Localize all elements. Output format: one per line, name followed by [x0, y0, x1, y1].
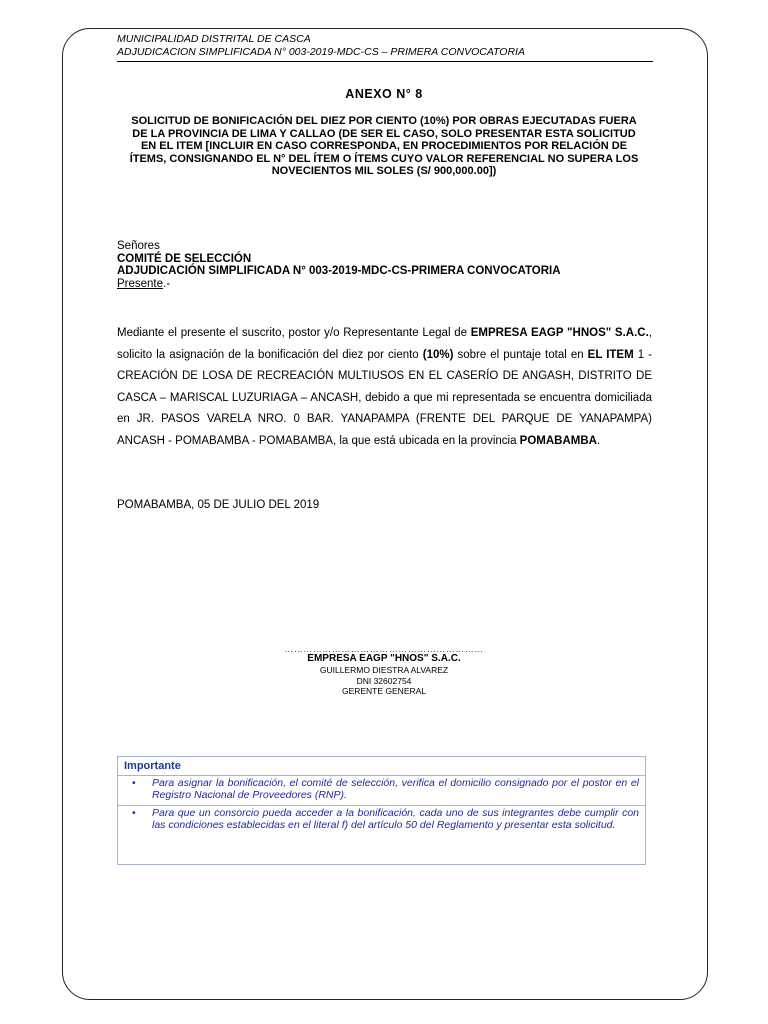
body-percent: (10%): [422, 348, 454, 361]
important-item-text: Para que un consorcio pueda acceder a la bonificación, cada uno de sus integrantes debe cumplir con las condiciones establecidas en el literal f) del artículo 50 del Reglamento y presentar esta solicitud.: [152, 807, 639, 831]
signature-name: GUILLERMO DIESTRA ALVAREZ: [319, 665, 449, 675]
body-company: EMPRESA EAGP "HNOS" S.A.C.: [470, 327, 649, 339]
present-word: Presente: [117, 277, 164, 290]
body-part-5: .: [596, 434, 601, 447]
present-suffix: .-: [163, 277, 171, 290]
addressee-block: [117, 240, 657, 290]
important-title: Importante: [118, 757, 645, 776]
signature-block: [0, 645, 768, 697]
signature-company: EMPRESA EAGP "HNOS" S.A.C.: [307, 653, 461, 664]
body-part-2: , solicito la asignación de la bonificación del diez por ciento: [117, 327, 652, 361]
body-part-3: sobre el puntaje total en: [453, 348, 588, 361]
body-item: EL ITEM: [587, 348, 634, 361]
bullet-icon: •: [132, 807, 136, 819]
important-list: [118, 776, 645, 835]
important-item: [118, 806, 645, 835]
bullet-icon: •: [132, 777, 136, 789]
present-line: [117, 278, 657, 291]
signature-line: ………………………………………………………: [284, 644, 484, 654]
request-paragraph: [117, 323, 652, 452]
document-header: [117, 33, 653, 62]
body-part-4: 1 - CREACIÓN DE LOSA DE RECREACIÓN MULTIUSOS EN EL CASERÍO DE ANGASH, DISTRITO DE CASCA – MARISCAL LUZURIAGA – ANCASH, debido a que mi representada se encuentra domiciliada en JR. PASOS VARELA NRO. 0 BAR. YANAPAMPA (FRENTE DEL PARQUE DE YANAPAMPA) ANCASH - POMABAMBA - POMABAMBA, la que está ubicada en la provincia: [117, 348, 652, 447]
greeting: Señores: [117, 240, 160, 252]
important-box: [117, 756, 646, 865]
signature-role: GERENTE GENERAL: [341, 686, 427, 696]
procedure-name: ADJUDICACIÓN SIMPLIFICADA N° 003-2019-MDC-CS-PRIMERA CONVOCATORIA: [117, 265, 561, 277]
important-item-text: Para asignar la bonificación, el comité de selección, verifica el domicilio consignado por el postor en el Registro Nacional de Proveedores (RNP).: [152, 777, 639, 801]
committee-name: COMITÉ DE SELECCIÓN: [117, 252, 252, 265]
body-part-1: Mediante el presente el suscrito, postor y/o Representante Legal de: [117, 327, 471, 339]
important-item: [118, 776, 645, 806]
annex-subtitle: SOLICITUD DE BONIFICACIÓN DEL DIEZ POR CIENTO (10%) POR OBRAS EJECUTADAS FUERA DE LA PROVINCIA DE LIMA Y CALLAO (DE SER EL CASO, SOLO PRESENTAR ESTA SOLICITUD EN EL ITEM [INCLUIR EN CASO CORRESPONDA, EN PROCEDIMIENTOS POR RELACIÓN DE ÍTEMS, CONSIGNANDO EL N° DEL ÍTEM O ÍTEMS CUYO VALOR REFERENCIAL NO SUPERA LOS NOVECIENTOS MIL SOLES (S/ 900,000.00]): [129, 115, 639, 177]
date-line: POMABAMBA, 05 DE JULIO DEL 2019: [117, 499, 320, 511]
header-procedure: ADJUDICACION SIMPLIFICADA N° 003-2019-MDC-CS – PRIMERA CONVOCATORIA: [117, 46, 525, 58]
body-province: POMABAMBA: [519, 434, 597, 447]
header-municipality: MUNICIPALIDAD DISTRITAL DE CASCA: [117, 33, 311, 45]
annex-title: ANEXO N° 8: [345, 87, 423, 101]
signature-dni: DNI 32602754: [356, 675, 412, 686]
